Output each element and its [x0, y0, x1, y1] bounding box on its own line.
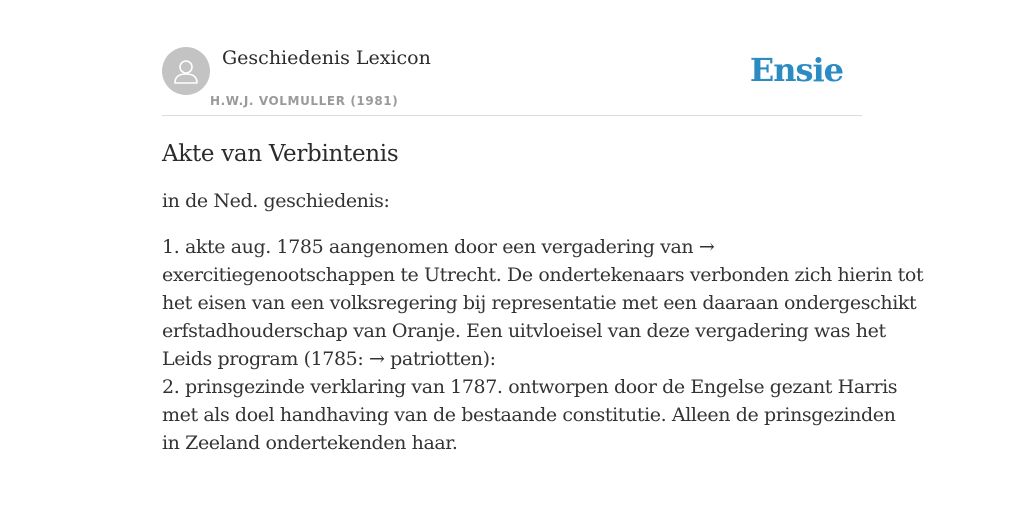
body-line: 1. akte aug. 1785 aangenomen door een vergadering van → — [162, 236, 715, 258]
body-line: erfstadhouderschap van Oranje. Een uitvloeisel van deze vergadering was het — [162, 320, 886, 342]
entry-content — [162, 136, 924, 457]
entry-body — [162, 233, 924, 457]
body-line: het eisen van een volksregering bij representatie met een daaraan ondergeschikt — [162, 292, 917, 314]
body-line: in Zeeland ondertekenden haar. — [162, 432, 458, 454]
entry-title: Akte van Verbintenis — [162, 141, 399, 167]
user-icon — [171, 56, 201, 86]
author-name[interactable]: H.W.J. VOLMULLER (1981) — [210, 94, 399, 108]
body-line: 2. prinsgezinde verklaring van 1787. ontworpen door de Engelse gezant Harris — [162, 376, 898, 398]
lexicon-header — [162, 44, 862, 116]
body-line: met als doel handhaving van de bestaande constitutie. Alleen de prinsgezinden — [162, 404, 896, 426]
brand-logo[interactable]: Ensie — [749, 51, 843, 89]
avatar[interactable] — [162, 47, 210, 95]
body-line: Leids program (1785: → patriotten): — [162, 348, 496, 370]
entry-intro: in de Ned. geschiedenis: — [162, 190, 390, 212]
lexicon-title[interactable]: Geschiedenis Lexicon — [222, 47, 431, 69]
body-line: exercitiegenootschappen te Utrecht. De ondertekenaars verbonden zich hierin tot — [162, 264, 924, 286]
